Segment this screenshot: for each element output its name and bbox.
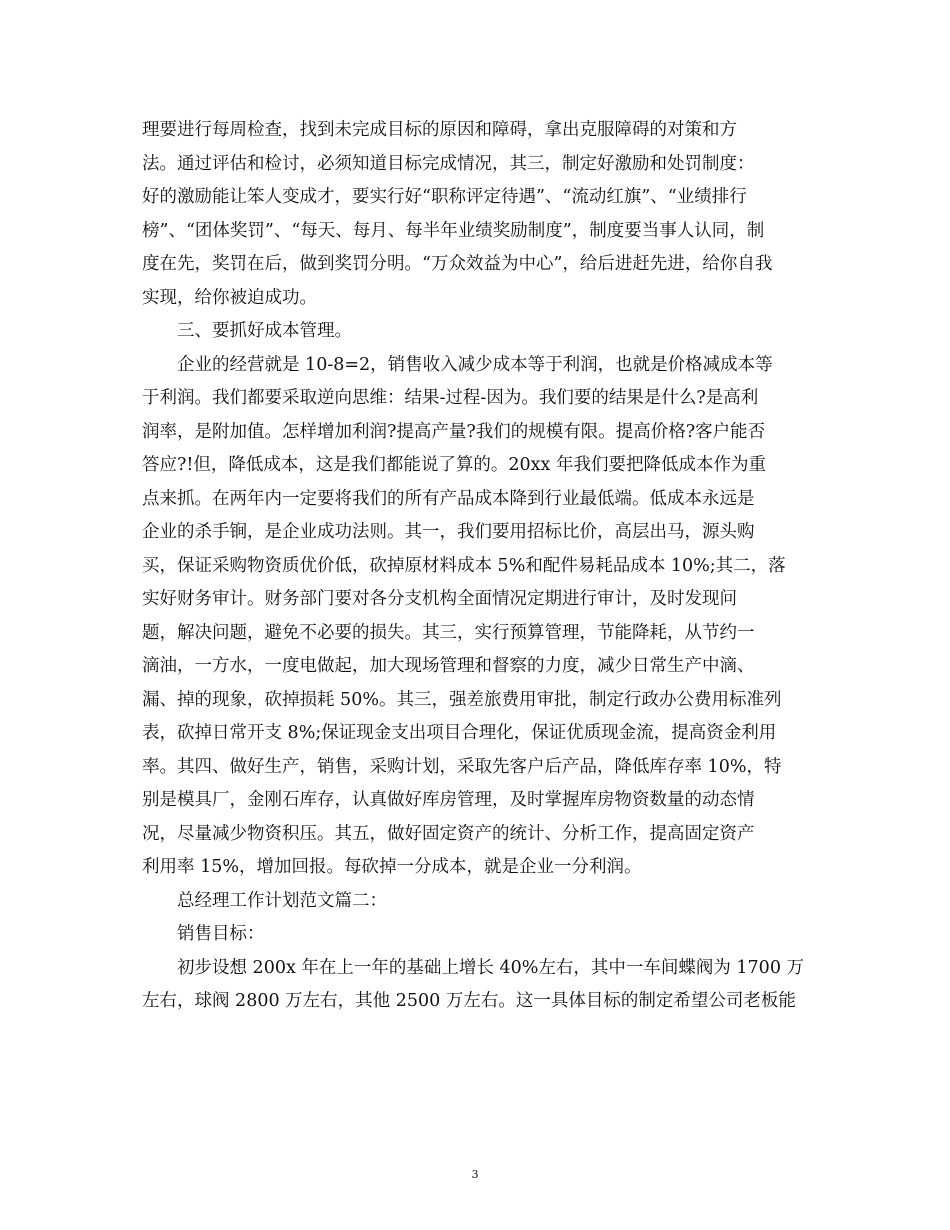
text-line: 别是模具厂，金刚石库存，认真做好库房管理，及时掌握库房物资数量的动态情 bbox=[142, 790, 755, 810]
text-line: 利用率 15%，增加回报。每砍掉一分成本，就是企业一分利润。 bbox=[142, 857, 642, 877]
text-line: 润率，是附加值。怎样增加利润?提高产量?我们的规模有限。提高价格?客户能否 bbox=[142, 421, 766, 442]
text-line: 率。其四、做好生产，销售，采购计划，采取先客户后产品，降低库存率 10%，特 bbox=[142, 756, 782, 777]
text-line: 表，砍掉日常开支 8%;保证现金支出项目合理化，保证优质现金流，提高资金利用 bbox=[142, 723, 777, 743]
text-line: 销售目标： bbox=[177, 924, 265, 944]
text-line: 榜”、“团体奖罚”、“每天、每月、每半年业绩奖励制度”，制度要当事人认同，制 bbox=[142, 220, 765, 241]
text-line: 理要进行每周检查，找到未完成目标的原因和障碍，拿出克服障碍的对策和方 bbox=[142, 120, 737, 140]
text-line: 点来抓。在两年内一定要将我们的所有产品成本降到行业最低端。低成本永远是 bbox=[142, 488, 755, 509]
text-line: 三、要抓好成本管理。 bbox=[177, 321, 352, 341]
text-line: 于利润。我们都要采取逆向思维：结果-过程-因为。我们要的结果是什么?是高利 bbox=[142, 388, 759, 408]
text-line: 滴油，一方水，一度电做起，加大现场管理和督察的力度，减少日常生产中滴、 bbox=[142, 656, 755, 676]
text-line: 度在先，奖罚在后，做到奖罚分明。“万众效益为中心”，给后进赶先进，给你自我 bbox=[142, 254, 773, 274]
text-line: 总经理工作计划范文篇二： bbox=[177, 890, 387, 911]
text-line: 况，尽量减少物资积压。其五，做好固定资产的统计、分析工作，提高固定资产 bbox=[142, 823, 755, 844]
text-line: 左右，球阀 2800 万左右，其他 2500 万左右。这一具体目标的制定希望公司老板能 bbox=[142, 991, 796, 1011]
text-line: 实现，给你被迫成功。 bbox=[142, 287, 317, 308]
document-body bbox=[142, 114, 810, 1019]
text-line: 法。通过评估和检讨，必须知道目标完成情况，其三，制定好激励和处罚制度： bbox=[142, 153, 755, 174]
text-line: 企业的杀手锏，是企业成功法则。其一，我们要用招标比价，高层出马，源头购 bbox=[142, 522, 755, 542]
text-line: 实好财务审计。财务部门要对各分支机构全面情况定期进行审计，及时发现问 bbox=[142, 589, 737, 609]
text-line: 买，保证采购物资质优价低，砍掉原材料成本 5%和配件易耗品成本 10%;其二，落 bbox=[142, 555, 786, 576]
text-line: 漏、掉的现象，砍掉损耗 50%。其三，强差旅费用审批，制定行政办公费用标准列 bbox=[142, 689, 782, 710]
text-line: 好的激励能让笨人变成才，要实行好“职称评定待遇”、“流动红旗”、“业绩排行 bbox=[142, 187, 747, 207]
text-line: 答应?!但，降低成本，这是我们都能说了算的。20xx 年我们要把降低成本作为重 bbox=[142, 455, 766, 475]
page-number: 3 bbox=[471, 1168, 479, 1181]
text-line: 企业的经营就是 10-8=2，销售收入减少成本等于利润，也就是价格减成本等 bbox=[177, 354, 773, 375]
text-line: 初步设想 200x 年在上一年的基础上增长 40%左右，其中一车间蝶阀为 1700 万 bbox=[177, 957, 805, 978]
text-line: 题，解决问题，避免不必要的损失。其三，实行预算管理，节能降耗，从节约一 bbox=[142, 622, 755, 643]
